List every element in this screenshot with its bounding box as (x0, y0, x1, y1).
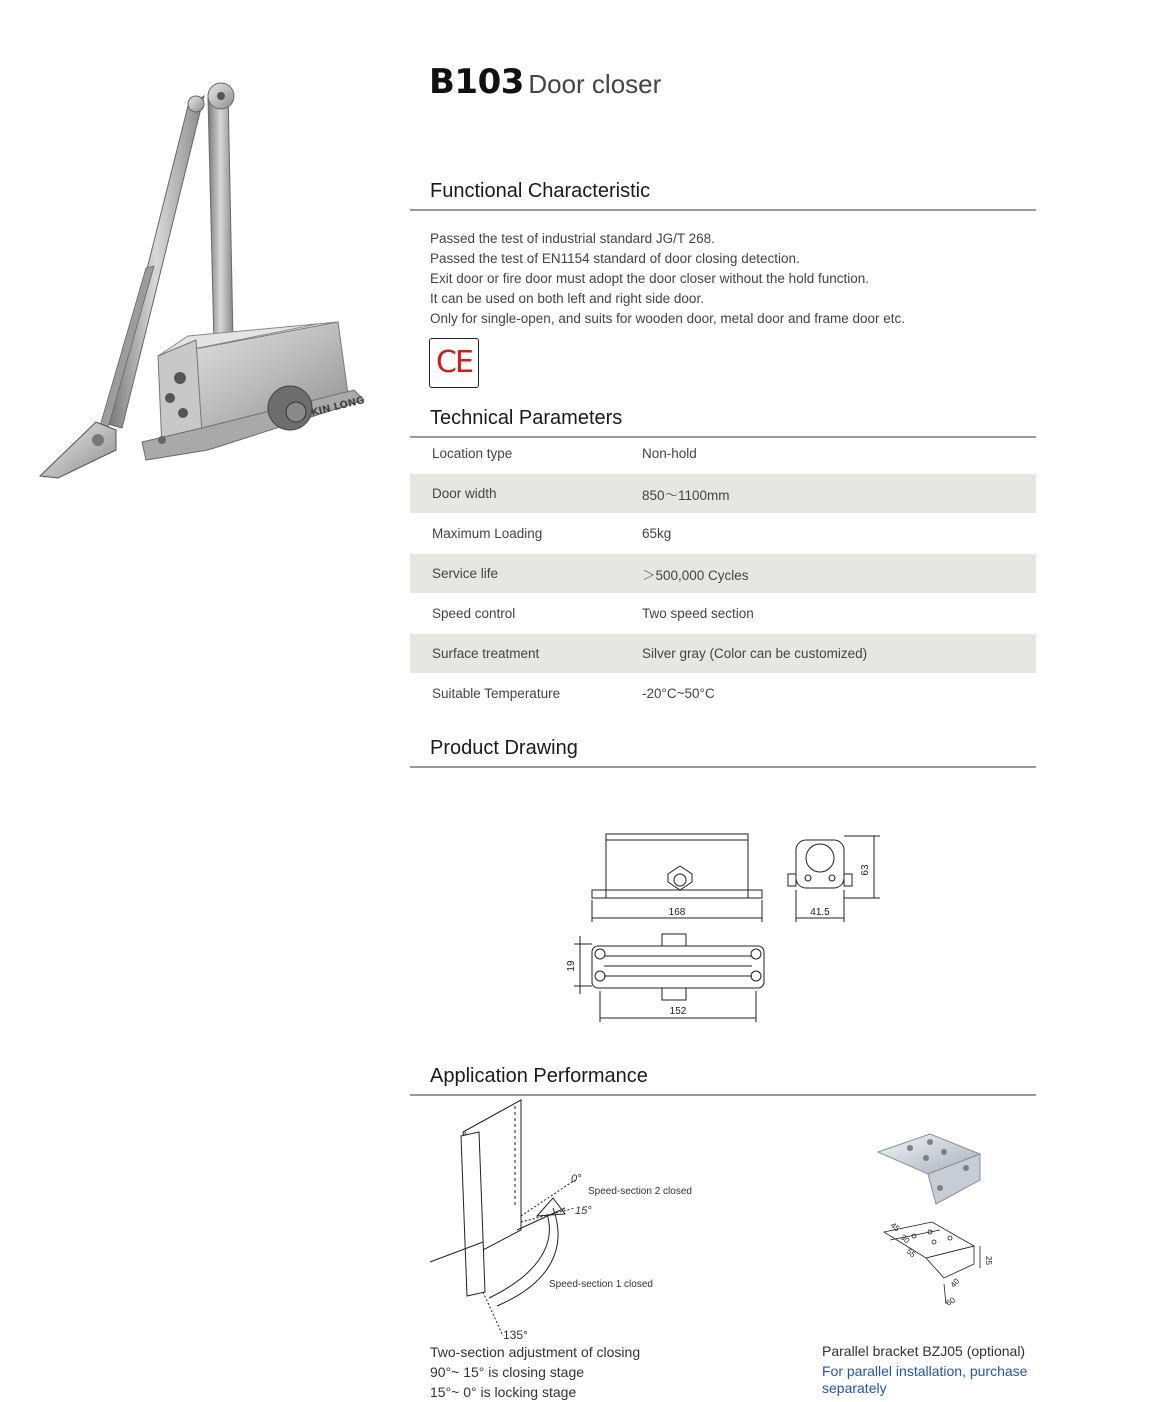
product-photo (38, 78, 370, 483)
bracket-dim-40: 40 (948, 1276, 962, 1290)
bracket-note: For parallel installation, purchase separately (822, 1363, 1028, 1396)
drawing-heading: Product Drawing (410, 737, 1036, 768)
list-item: Exit door or fire door must adopt the door closer without the hold function. (430, 271, 869, 286)
table-row: Door width 850～1100mm (410, 474, 1036, 514)
bracket-dim-30: 30 (898, 1232, 912, 1246)
brand-text: KIN LONG (310, 395, 366, 419)
table-row: Service life ＞500,000 Cycles (410, 554, 1036, 594)
ce-mark-badge (429, 338, 479, 388)
speed-section-2-label: Speed-section 2 closed (588, 1186, 692, 1197)
caption-line: 15°~ 0° is locking stage (430, 1384, 577, 1400)
closing-angle-diagram (425, 1096, 715, 1344)
angle-0-label: 0° (571, 1173, 582, 1185)
dim-top-length: 152 (669, 1006, 687, 1017)
bracket-dim-25: 25 (984, 1256, 993, 1265)
dim-top-width: 19 (566, 960, 577, 972)
table-row: Surface treatment Silver gray (Color can be customized) (410, 634, 1036, 674)
table-row: Speed control Two speed section (410, 594, 1036, 634)
table-row: Suitable Temperature -20°C~50°C (410, 674, 1036, 714)
table-row: Maximum Loading 65kg (410, 514, 1036, 554)
dim-side-depth: 41.5 (810, 907, 830, 918)
model-number: B103 (429, 62, 524, 102)
product-name: Door closer (528, 69, 662, 99)
angle-135-label: 135° (503, 1328, 528, 1342)
list-item: Passed the test of industrial standard JG/T 268. (430, 231, 715, 246)
speed-section-1-label: Speed-section 1 closed (549, 1279, 653, 1290)
bracket-caption (822, 1341, 1025, 1361)
list-item: It can be used on both left and right side door. (430, 291, 704, 306)
dim-side-height: 63 (860, 864, 871, 876)
product-drawing (560, 826, 890, 1026)
bracket-dim-55: 55 (904, 1246, 918, 1260)
bracket-dim-45: 45 (888, 1220, 902, 1234)
caption-line: 90°~ 15° is closing stage (430, 1364, 585, 1380)
page-title (429, 62, 661, 102)
angle-15-label: 15° (575, 1205, 592, 1217)
list-item: Passed the test of EN1154 standard of door closing detection. (430, 251, 800, 266)
bracket-title: Parallel bracket BZJ05 (optional) (822, 1343, 1026, 1359)
dim-front-length: 168 (668, 907, 686, 918)
list-item: Only for single-open, and suits for wooden door, metal door and frame door etc. (430, 311, 906, 326)
caption-line: Two-section adjustment of closing (430, 1344, 641, 1360)
table-row: Location type Non-hold (410, 434, 1036, 474)
application-heading: Application Performance (410, 1065, 1036, 1096)
feature-list (430, 229, 905, 329)
technical-heading: Technical Parameters (410, 407, 1036, 438)
bracket-dim-60: 60 (944, 1295, 957, 1308)
ce-mark-text: CE (436, 345, 472, 380)
functional-heading: Functional Characteristic (410, 180, 1036, 211)
bracket-illustration (870, 1128, 1000, 1318)
closing-caption (430, 1342, 640, 1402)
parameters-table (410, 434, 1036, 714)
